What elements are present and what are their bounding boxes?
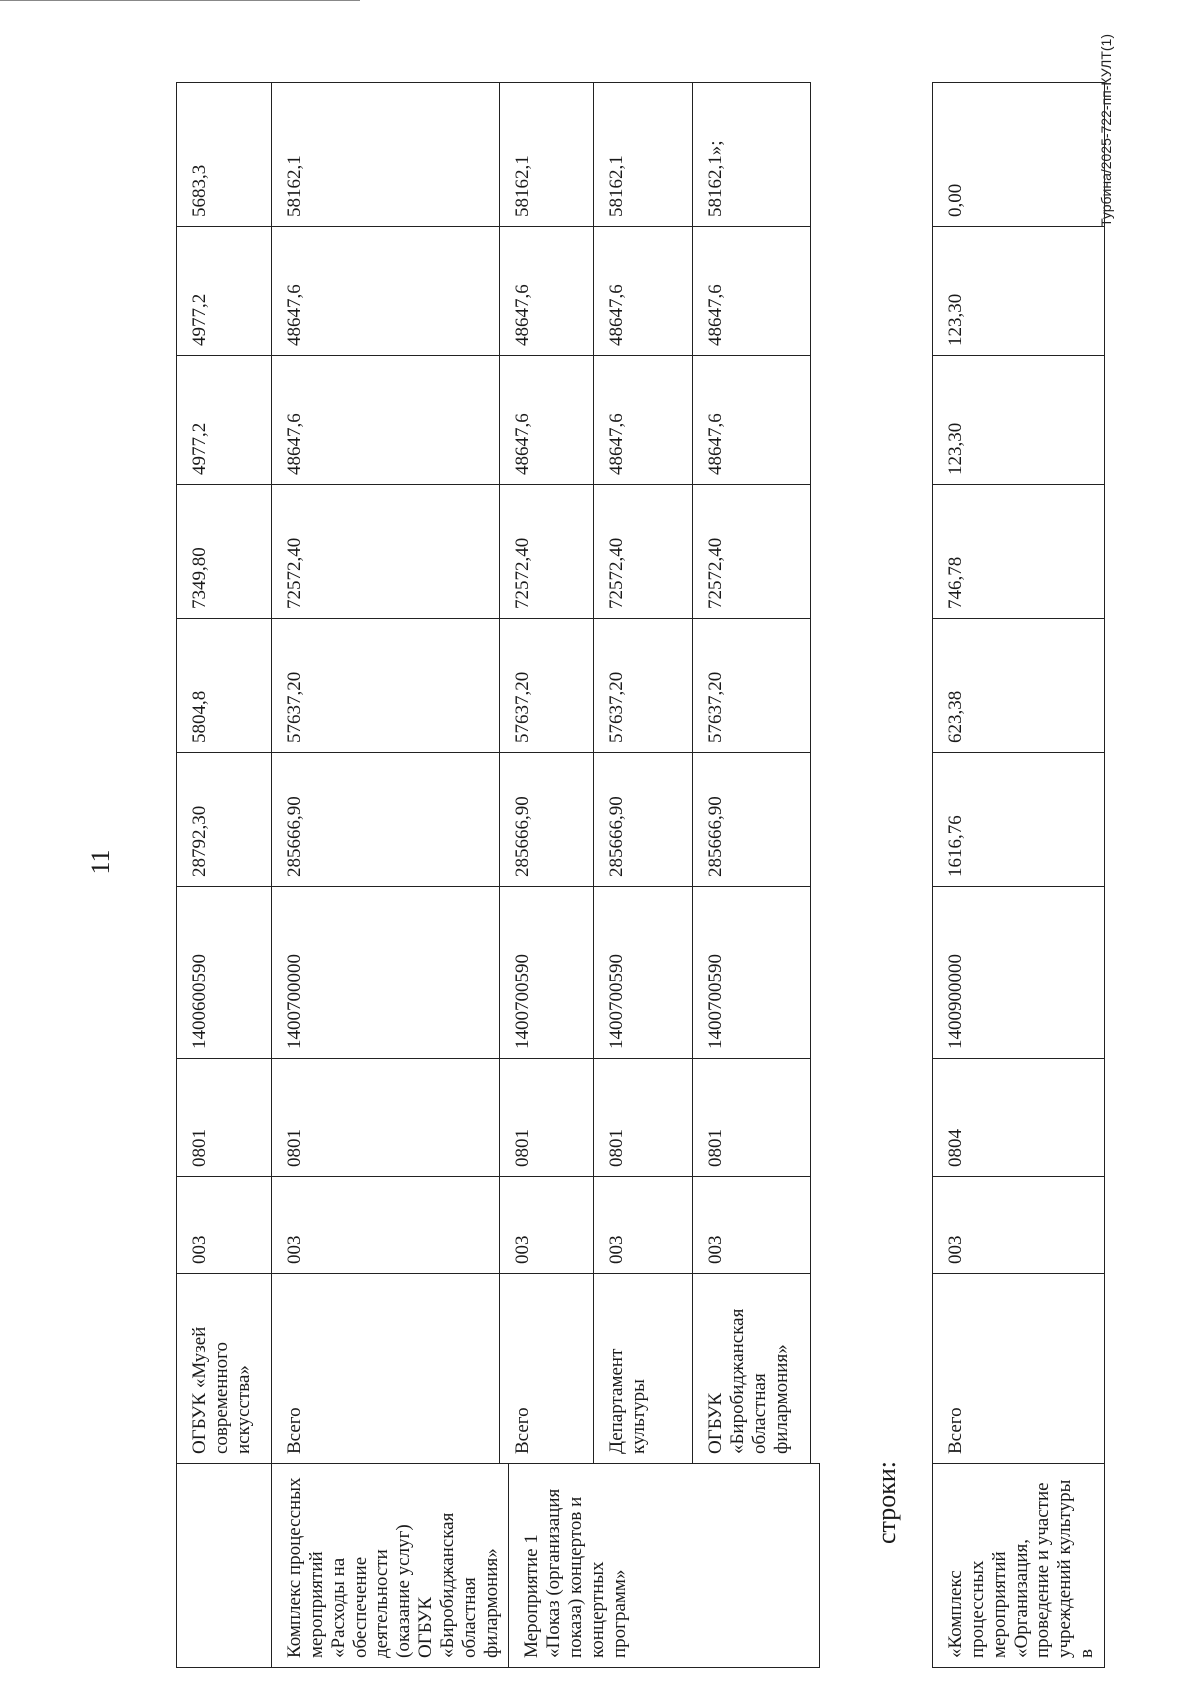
table-row — [693, 83, 811, 1464]
code-cell: 003 — [693, 1177, 811, 1274]
code-cell: 0801 — [177, 1059, 272, 1177]
value-cell: 72572,40 — [693, 485, 811, 619]
value-cell: 72572,40 — [272, 485, 500, 619]
value-cell: 58162,1 — [272, 83, 500, 227]
value-cell: 0,00 — [933, 83, 1105, 227]
code-cell: 003 — [272, 1177, 500, 1274]
value-cell: 5804,8 — [177, 619, 272, 753]
executor-cell: ОГБУК «Биробиджанская областная филармония» — [693, 1274, 811, 1464]
executor-cell: Всего — [272, 1274, 500, 1464]
executor-cell: ОГБУК «Музей современного искусства» — [177, 1274, 272, 1464]
executor-cell: Всего — [933, 1274, 1105, 1464]
value-cell: 57637,20 — [693, 619, 811, 753]
value-cell: 48647,6 — [594, 356, 693, 485]
value-cell: 1616,76 — [933, 753, 1105, 887]
table-row — [272, 83, 500, 1464]
code-cell: 1400700000 — [272, 887, 500, 1059]
value-cell: 58162,1 — [594, 83, 693, 227]
table-row — [500, 83, 594, 1464]
value-cell: 285666,90 — [693, 753, 811, 887]
value-cell: 48647,6 — [500, 227, 594, 356]
description-column — [176, 1463, 820, 1668]
code-cell: 0801 — [500, 1059, 594, 1177]
code-cell: 003 — [177, 1177, 272, 1274]
section-label: строки: — [872, 1461, 901, 1544]
code-cell: 1400600590 — [177, 887, 272, 1059]
executor-cell: Департамент культуры — [594, 1274, 693, 1464]
value-cell: 4977,2 — [177, 356, 272, 485]
value-cell: 5683,3 — [177, 83, 272, 227]
value-cell: 57637,20 — [272, 619, 500, 753]
value-cell: 285666,90 — [272, 753, 500, 887]
code-cell: 003 — [933, 1177, 1105, 1274]
value-cell: 72572,40 — [594, 485, 693, 619]
value-cell: 746,78 — [933, 485, 1105, 619]
code-cell: 0804 — [933, 1059, 1105, 1177]
value-cell: 48647,6 — [500, 356, 594, 485]
value-cell: 285666,90 — [500, 753, 594, 887]
code-cell: 1400700590 — [594, 887, 693, 1059]
value-cell: 123,30 — [933, 356, 1105, 485]
code-cell: 1400700590 — [693, 887, 811, 1059]
value-cell: 48647,6 — [272, 227, 500, 356]
description-cell: Мероприятие 1 «Показ (организация показа) концертов и концертных программ» — [509, 1464, 820, 1668]
budget-table-new-rows — [932, 82, 1105, 1668]
value-cell: 48647,6 — [693, 227, 811, 356]
code-cell: 0801 — [272, 1059, 500, 1177]
value-cell: 58162,1 — [500, 83, 594, 227]
document-code: Турбина/2025-722-пп-КУЛТ(1) — [1098, 34, 1114, 227]
value-cell: 58162,1»; — [693, 83, 811, 227]
description-cell: Комплекс процессных мероприятий «Расходы на обеспечение деятельности (оказание услуг) ОГБУК «Биробиджанская областная филармония» — [272, 1464, 509, 1668]
table-row — [177, 83, 272, 1464]
value-cell: 48647,6 — [594, 227, 693, 356]
value-cell: 57637,20 — [500, 619, 594, 753]
value-cell: 285666,90 — [594, 753, 693, 887]
table-row — [594, 83, 693, 1464]
value-cell: 623,38 — [933, 619, 1105, 753]
executor-cell: Всего — [500, 1274, 594, 1464]
code-cell: 0801 — [693, 1059, 811, 1177]
code-cell: 1400700590 — [500, 887, 594, 1059]
table-row — [933, 83, 1105, 1668]
code-cell: 1400900000 — [933, 887, 1105, 1059]
value-cell: 123,30 — [933, 227, 1105, 356]
code-cell: 003 — [500, 1177, 594, 1274]
code-cell: 0801 — [594, 1059, 693, 1177]
code-cell: 003 — [594, 1177, 693, 1274]
value-cell: 48647,6 — [272, 356, 500, 485]
value-cell: 72572,40 — [500, 485, 594, 619]
value-cell: 4977,2 — [177, 227, 272, 356]
description-cell-empty — [177, 1464, 272, 1668]
value-cell: 48647,6 — [693, 356, 811, 485]
value-cell: 7349,80 — [177, 485, 272, 619]
budget-table-continuation — [176, 82, 811, 1464]
value-cell: 57637,20 — [594, 619, 693, 753]
value-cell: 28792,30 — [177, 753, 272, 887]
page-number: 11 — [86, 849, 115, 875]
description-cell: «Комплекс процессных мероприятий «Организация, проведение и участие учреждений культуры в — [933, 1464, 1105, 1668]
